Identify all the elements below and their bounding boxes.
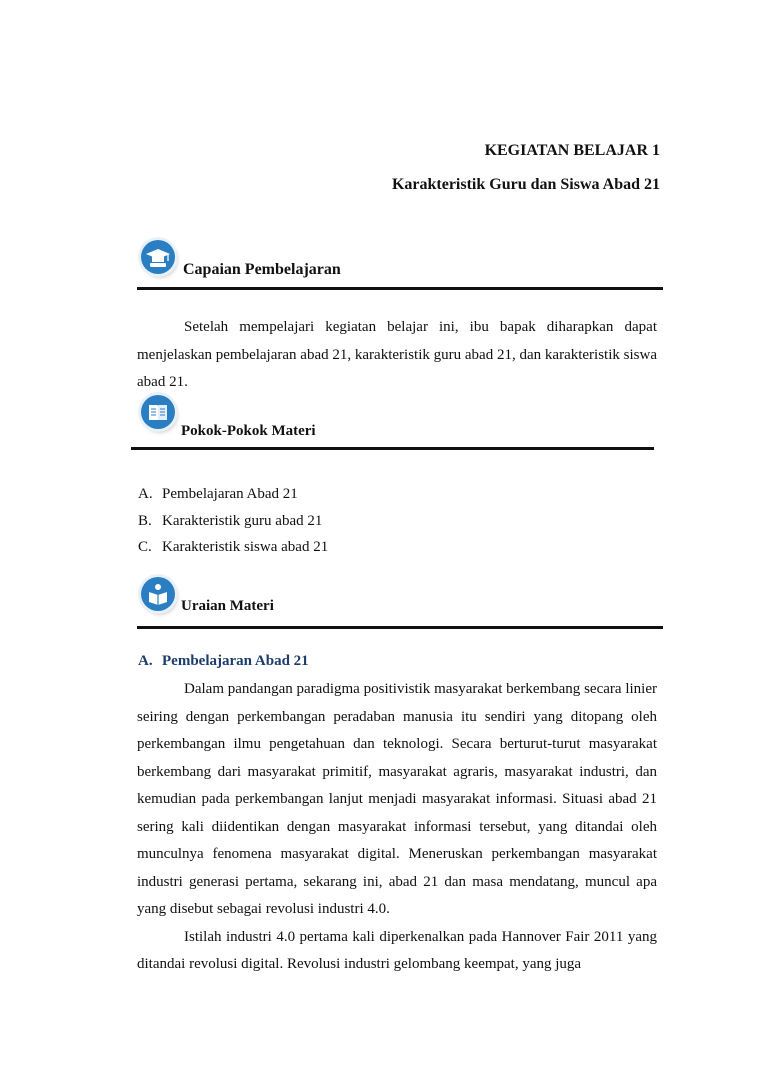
page-title: KEGIATAN BELAJAR 1 bbox=[484, 142, 660, 159]
materi-list bbox=[138, 481, 328, 561]
graduation-cap-icon bbox=[141, 240, 175, 274]
list-item: A. Pembelajaran Abad 21 bbox=[138, 486, 298, 502]
uraian-body bbox=[137, 676, 657, 979]
section-divider bbox=[137, 626, 663, 629]
section-a-heading: A. Pembelajaran Abad 21 bbox=[138, 653, 309, 669]
list-item: C. Karakteristik siswa abad 21 bbox=[138, 539, 329, 555]
capaian-text: Setelah mempelajari kegiatan belajar ini, ibu bapak diharapkan dapat menjelaskan pembelajaran abad 21, karakteristik guru abad 21, dan karakteristik siswa abad 21. bbox=[137, 319, 657, 390]
section-divider bbox=[137, 287, 663, 290]
uraian-paragraph-2: Istilah industri 4.0 pertama kali diperkenalkan pada Hannover Fair 2011 yang ditandai revolusi digital. Revolusi industri gelombang keempat, yang juga bbox=[137, 928, 657, 972]
uraian-paragraph-1: Dalam pandangan paradigma positivistik masyarakat berkembang secara linier seiring dengan perkembangan peradaban manusia itu sendiri yang ditopang oleh perkembangan ilmu pengetahuan dan teknologi. Secara berturut-turut masyarakat berkembang dari masyarakat primitif, masyarakat agraris, masyarakat industri, dan kemudian pada perkembangan lanjut menjadi masyarakat informasi. Situasi abad 21 sering kali diidentikan dengan masyarakat informasi tersebut, yang ditandai oleh munculnya fenomena masyarakat digital. Meneruskan perkembangan masyarakat industri generasi pertama, sekarang ini, abad 21 dan masa mendatang, muncul apa yang disebut sebagai revolusi industri 4.0. bbox=[137, 681, 657, 917]
pokok-heading: Pokok-Pokok Materi bbox=[181, 423, 316, 439]
page-subtitle: Karakteristik Guru dan Siswa Abad 21 bbox=[391, 176, 660, 193]
book-icon bbox=[141, 395, 175, 429]
capaian-paragraph bbox=[137, 314, 657, 397]
list-item: B. Karakteristik guru abad 21 bbox=[138, 512, 323, 529]
reading-person-icon bbox=[141, 577, 175, 611]
capaian-heading: Capaian Pembelajaran bbox=[183, 261, 341, 278]
section-divider bbox=[131, 447, 654, 450]
uraian-heading: Uraian Materi bbox=[181, 598, 274, 614]
